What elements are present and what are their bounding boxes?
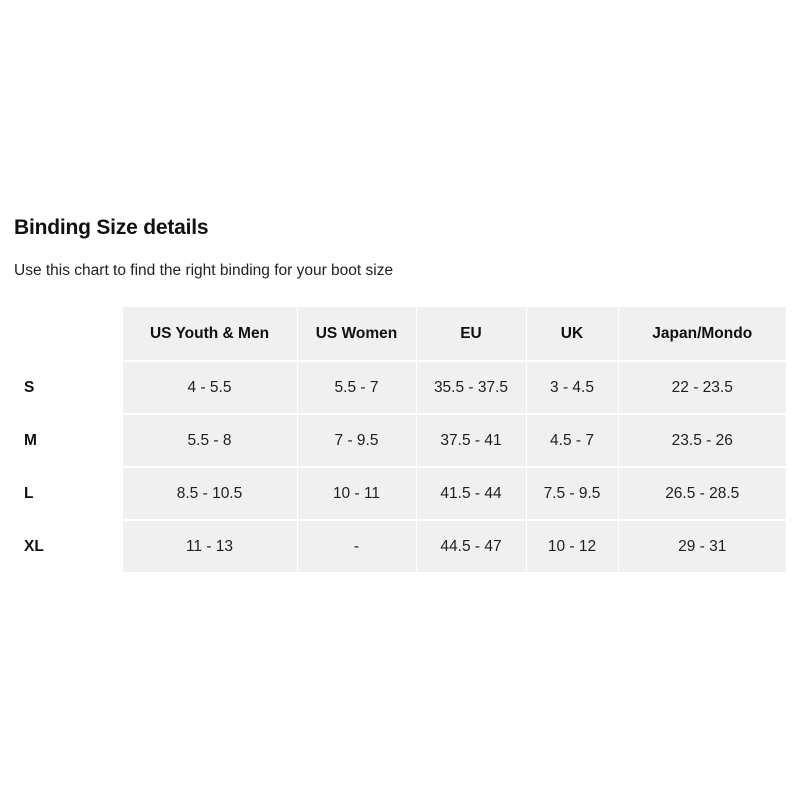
cell-xl-us-women: - (297, 520, 416, 573)
cell-l-uk: 7.5 - 9.5 (526, 467, 618, 520)
cell-s-uk: 3 - 4.5 (526, 361, 618, 414)
cell-s-us-youth-men: 4 - 5.5 (122, 361, 297, 414)
cell-xl-eu: 44.5 - 47 (416, 520, 526, 573)
table-row (14, 467, 786, 520)
table-corner-cell (14, 307, 122, 361)
binding-size-table (14, 307, 786, 574)
cell-m-us-youth-men: 5.5 - 8 (122, 414, 297, 467)
row-header-xl: XL (14, 520, 122, 573)
cell-l-us-women: 10 - 11 (297, 467, 416, 520)
column-header-eu: EU (416, 307, 526, 361)
cell-xl-uk: 10 - 12 (526, 520, 618, 573)
column-header-us-women: US Women (297, 307, 416, 361)
cell-l-eu: 41.5 - 44 (416, 467, 526, 520)
row-header-l: L (14, 467, 122, 520)
page-title: Binding Size details (14, 216, 209, 239)
table-row (14, 414, 786, 467)
cell-m-eu: 37.5 - 41 (416, 414, 526, 467)
cell-xl-japan-mondo: 29 - 31 (618, 520, 786, 573)
cell-s-eu: 35.5 - 37.5 (416, 361, 526, 414)
content-container (14, 215, 786, 574)
cell-l-japan-mondo: 26.5 - 28.5 (618, 467, 786, 520)
page-subtitle: Use this chart to find the right binding for your boot size (14, 262, 394, 280)
cell-m-japan-mondo: 23.5 - 26 (618, 414, 786, 467)
row-header-m: M (14, 414, 122, 467)
table-header (14, 307, 786, 361)
row-header-s: S (14, 361, 122, 414)
cell-l-us-youth-men: 8.5 - 10.5 (122, 467, 297, 520)
table-row (14, 361, 786, 414)
table-row (14, 520, 786, 573)
cell-m-uk: 4.5 - 7 (526, 414, 618, 467)
column-header-us-youth-men: US Youth & Men (122, 307, 297, 361)
cell-s-japan-mondo: 22 - 23.5 (618, 361, 786, 414)
table-body (14, 361, 786, 573)
cell-m-us-women: 7 - 9.5 (297, 414, 416, 467)
table-header-row (14, 307, 786, 361)
cell-xl-us-youth-men: 11 - 13 (122, 520, 297, 573)
column-header-uk: UK (526, 307, 618, 361)
column-header-japan-mondo: Japan/Mondo (618, 307, 786, 361)
cell-s-us-women: 5.5 - 7 (297, 361, 416, 414)
